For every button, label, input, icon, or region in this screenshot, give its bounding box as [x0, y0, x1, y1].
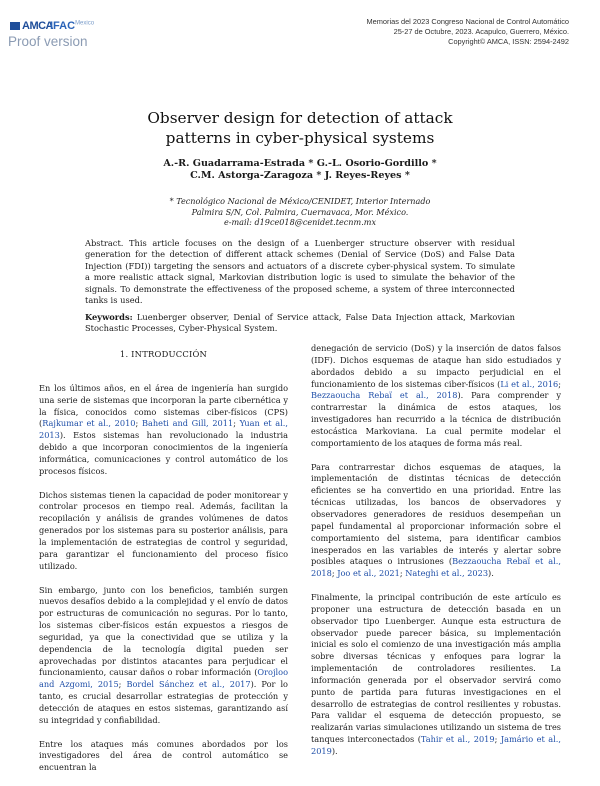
paragraph: Dichos sistemas tienen la capacidad de poder monitorear y controlar procesos en tiempo real. Además, facilitan la recopilación y análisis de grandes volúmenes de datos generados por los sistemas para su posterior análisis, para la implementación de estrategias de control y seguridad, para garantizar el funcionamiento del proceso físico utilizado. — [39, 489, 288, 571]
affiliation: * Tecnológico Nacional de México/CENIDET, Interior Internado Palmira S/N, Col. Palmira, Cuernavaca, Mor. México. e-mail: d19ce018@cenidet.tecnm.mx — [0, 196, 600, 228]
paragraph: denegación de servicio (DoS) y la inserción de datos falsos (IDF). Dichos esquemas de ataque han sido estudiados y abordados debido a su impacto perjudicial en el funcionamiento de los sistemas ciber-físicos (Li et al., 2016; Bezzaoucha Rebaï et al., 2018). Para comprender y contrarrestar la dinámica de estos ataques, los investigadores han recurrido a la técnica de distribución estocástica Markoviana. La cual permite modelar el comportamiento de los ataques de forma más real. — [311, 343, 561, 448]
left-column — [39, 343, 288, 786]
paragraph: Sin embargo, junto con los beneficios, también surgen nuevos desafíos debido a la complejidad y el envío de datos por estructuras de comunicación no seguras. Por lo tanto, los sistemas ciber-físicos están expuestos a riesgos de seguridad, ya que la conectividad que se utiliza y la dependencia de la tecnología digital pueden ser aprovechadas por distintos atacantes para perjudicar el funcionamiento, causar daños o robar información (Orojloo and Azgomi, 2015; Bordel Sánchez et al., 2017). Por lo tanto, es crucial desarrollar estrategias de protección y detección de ataques en estos sistemas, garantizando así su integridad y confiabilidad. — [39, 584, 288, 725]
conference-header — [366, 17, 569, 47]
header-line: Memorias del 2023 Congreso Nacional de Control Automático — [366, 17, 569, 26]
citation-link[interactable]: Orojloo and Azgomi, 2015 — [39, 667, 288, 690]
citation-link[interactable]: Jamário et al., 2019 — [311, 734, 561, 756]
citation-link[interactable]: Tahir et al., 2019 — [420, 734, 495, 745]
keywords-label: Keywords: — [85, 312, 133, 322]
amca-logo-icon — [10, 22, 20, 30]
section-title: 1. INTRODUCCIÓN — [119, 349, 208, 359]
abstract: Abstract. This article focuses on the design of a Luenberger structure observer with residual generation for the detection of different attack schemes (Denial of Service (DoS) and False Data Injection (FDI)) targeting the sensors and actuators of a discrete cyber-physical system. To simulate a more realistic attack signal, Markovian distribution logic is used to simulate the behavior of the signals. To demonstrate the effectiveness of the proposed scheme, a system of three interconnected tanks is used. — [85, 238, 515, 306]
author-list: A.-R. Guadarrama-Estrada * G.-L. Osorio-Gordillo * C.M. Astorga-Zaragoza * J. Reyes-Reyes * — [163, 158, 437, 181]
citation-link[interactable]: Bezzaoucha Rebaï et al., 2018 — [311, 556, 562, 579]
paragraph: Finalmente, la principal contribución de este artículo es proponer una estructura de detección basada en un observador tipo Luenberger. Aunque esta estructura de observador puede parecer básica, su implementación inicial es solo el comienzo de una investigación más amplia sobre diversas técnicas y enfoques para lograr la implementación de controladores resilientes. La información generada por el observador servirá como punto de partida para futuras investigaciones en el desarrollo de estrategias de control resilientes y robustas. Para validar el esquema de detección propuesto, se realizarán varias simulaciones utilizando un sistema de tres tanques interconectados (Tahir et al., 2019; Jamário et al., 2019). — [311, 592, 561, 756]
paragraph: Entre los ataques más comunes abordados por los investigadores del área de control automático se encuentran la — [39, 738, 288, 773]
citation-link[interactable]: Yuan et al., 2013 — [39, 418, 288, 441]
citation-link[interactable]: Baheti and Gill, 2011 — [141, 418, 234, 429]
citation-link[interactable]: Li et al., 2016 — [500, 378, 559, 389]
paragraph: Para contrarrestar dichos esquemas de ataques, la implementación de distintas técnicas de detección eficientes se ha convertido en una prioridad. Entre las técnicas utilizadas, los bancos de observadores y observadores generadores de residuos desempeñan un papel fundamental al proporcionar información sobre el comportamiento del sistema, para identificar cambios inesperados en las variables de interés y alertar sobre posibles ataques o intrusiones (Bezzaoucha Rebaï et al., 2018; Joo et al., 2021; Nateghi et al., 2023). — [311, 461, 562, 579]
citation-link[interactable]: Nateghi et al., 2023 — [405, 568, 489, 579]
ifac-logo: $IFAC^{Mexico}$ — [50, 20, 95, 32]
keywords: Keywords: Luenberger observer, Denial of Service attack, False Data Injection attack, Markovian Stochastic Processes, Cyber-Physical System. — [85, 312, 515, 334]
author-email: e-mail: d19ce018@cenidet.tecnm.mx — [223, 217, 377, 228]
paragraph: En los últimos años, en el área de ingeniería han surgido una serie de sistemas que incorporan la parte cibernética y la física, conocidos como sistemas ciber-físicos (CPS) (Rajkumar et al., 2010; Baheti and Gill, 2011; Yuan et al., 2013). Estos sistemas han revolucionado la industria debido a que incorporan conocimientos de la ingeniería informática, comunicaciones y control automático de los procesos físicos. — [39, 382, 288, 476]
paper-title: Observer design for detection of attack patterns in cyber-physical systems — [147, 109, 453, 147]
citation-link[interactable]: Bordel Sánchez et al., 2017 — [126, 679, 251, 690]
citation-link[interactable]: Bezzaoucha Rebaï et al., 2018 — [311, 390, 458, 401]
citation-link[interactable]: Rajkumar et al., 2010 — [42, 418, 136, 429]
header-line: 25-27 de Octubre, 2023. Acapulco, Guerrero, México. — [393, 27, 569, 36]
right-column — [311, 343, 561, 770]
proof-version-label: Proof version — [8, 34, 88, 49]
citation-link[interactable]: Joo et al., 2021 — [337, 568, 400, 579]
amca-logo: AMCA — [10, 20, 53, 32]
header-line: Copyright© AMCA, ISSN: 2594-2492 — [448, 37, 569, 46]
